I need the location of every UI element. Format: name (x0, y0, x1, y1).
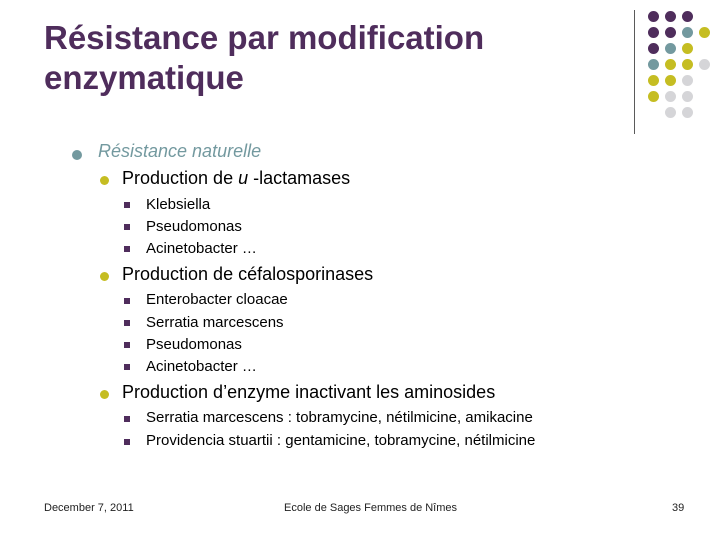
slide-title-line2: enzymatique (44, 59, 244, 96)
bullet-level3 (124, 439, 130, 445)
list-item: Acinetobacter … (146, 240, 257, 257)
group1-symbol: u (238, 168, 249, 188)
footer-center: Ecole de Sages Femmes de Nîmes (284, 502, 458, 514)
dot (682, 107, 693, 118)
dot (682, 59, 693, 70)
bullet-level3 (124, 224, 130, 230)
dot (648, 59, 659, 70)
title-divider (634, 10, 635, 134)
bullet-level3 (124, 342, 130, 348)
bullet-level2 (100, 176, 109, 185)
dot (648, 11, 659, 22)
dot (699, 27, 710, 38)
dot (682, 91, 693, 102)
dot (665, 11, 676, 22)
dot (665, 27, 676, 38)
bullet-level3 (124, 320, 130, 326)
bullet-level2 (100, 272, 109, 281)
bullet-level3 (124, 298, 130, 304)
group1-suffix: -lactamases (248, 168, 351, 188)
bullet-level3 (124, 246, 130, 252)
bullet-level1 (72, 150, 82, 160)
dot (648, 75, 659, 86)
bullet-level3 (124, 202, 130, 208)
page-number: 39 (672, 502, 685, 514)
list-item: Serratia marcescens : tobramycine, nétilmicine, amikacine (146, 409, 533, 426)
footer-date: December 7, 2011 (44, 502, 134, 514)
dot (665, 91, 676, 102)
slide-title (44, 18, 604, 98)
dot (648, 43, 659, 54)
list-item: Enterobacter cloacae (146, 291, 288, 308)
list-item: Pseudomonas (146, 336, 242, 353)
group3-heading: Production d’enzyme inactivant les aminosides (122, 382, 496, 402)
group2-heading: Production de céfalosporinases (122, 264, 374, 284)
dot (699, 59, 710, 70)
dot (665, 75, 676, 86)
dot (665, 107, 676, 118)
bullet-level3 (124, 416, 130, 422)
dot (648, 91, 659, 102)
list-item: Pseudomonas (146, 218, 242, 235)
level1-heading: Résistance naturelle (98, 141, 262, 161)
list-item: Providencia stuartii : gentamicine, tobramycine, nétilmicine (146, 432, 536, 449)
dot (682, 27, 693, 38)
group1-prefix: Production de (122, 168, 239, 188)
dot (665, 43, 676, 54)
list-item: Acinetobacter … (146, 358, 257, 375)
list-item: Klebsiella (146, 196, 211, 213)
dot (665, 59, 676, 70)
list-item: Serratia marcescens (146, 314, 284, 331)
bullet-level2 (100, 390, 109, 399)
dot (682, 75, 693, 86)
group1-heading (122, 168, 350, 189)
decorative-dot-grid (644, 6, 728, 122)
dot (682, 11, 693, 22)
dot (648, 27, 659, 38)
slide-title-line1: Résistance par modification (44, 19, 485, 56)
dot (682, 43, 693, 54)
bullet-level3 (124, 364, 130, 370)
